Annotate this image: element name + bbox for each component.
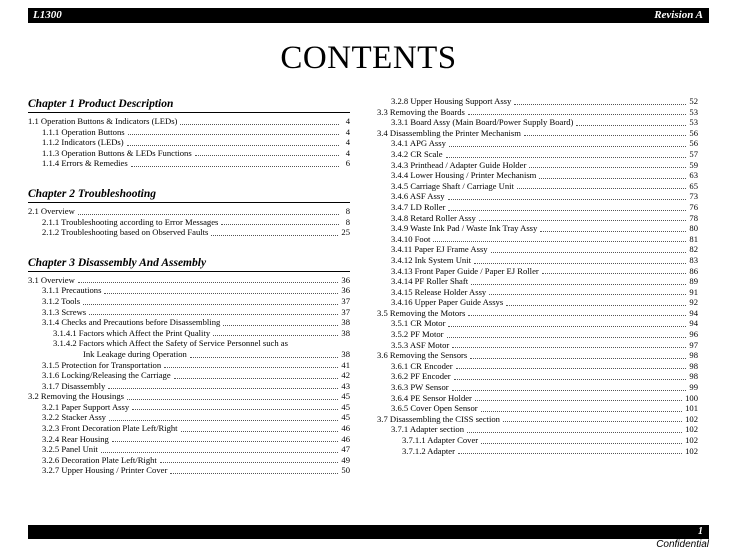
toc-entry-title: 3.2.6 Decoration Plate Left/Right	[42, 454, 157, 465]
toc-entry-title: 3.6.3 PW Sensor	[391, 382, 449, 393]
toc-entry-title: 3.1.2 Tools	[42, 295, 81, 306]
toc-entry-title: 3.4.12 Ink System Unit	[391, 254, 471, 265]
header-bar	[28, 8, 709, 23]
dot-leader	[83, 304, 338, 305]
toc-entry[interactable]	[377, 149, 698, 160]
toc-entry[interactable]	[28, 158, 350, 169]
toc-entry-title: 3.7.1.2 Adapter	[402, 445, 455, 456]
toc-entry-title: 3.1.4 Checks and Precautions before Disassembling	[42, 317, 221, 328]
dot-leader	[452, 390, 687, 391]
confidential-label: Confidential	[656, 539, 709, 550]
toc-entry-page: 41	[341, 359, 350, 370]
toc-entry-page: 56	[689, 127, 698, 138]
toc-entry-title: 3.5 Removing the Motors	[377, 307, 466, 318]
dot-leader	[112, 441, 339, 442]
toc-entry-page: 86	[689, 265, 698, 276]
toc-entry-title: 3.6.4 PE Sensor Holder	[391, 392, 472, 403]
toc-entry-page: 8	[345, 205, 350, 216]
toc-entry[interactable]	[377, 266, 698, 277]
toc-entry-title: 3.4.11 Paper EJ Frame Assy	[391, 244, 488, 255]
toc-entry[interactable]	[377, 223, 698, 234]
dot-leader	[131, 166, 339, 167]
toc-entry-title: 3.4.1 APG Assy	[391, 138, 446, 149]
dot-leader	[471, 284, 686, 285]
toc-entry-page: 78	[689, 212, 698, 223]
toc-entry[interactable]	[28, 275, 350, 286]
toc-entry-page: 59	[689, 159, 698, 170]
toc-entry[interactable]	[28, 127, 350, 138]
dot-leader	[128, 134, 339, 135]
toc-entry-title: 3.2.3 Front Decoration Plate Left/Right	[42, 423, 178, 434]
dot-leader	[454, 379, 687, 380]
dot-leader	[170, 473, 338, 474]
toc-entry-title: 3.7.1.1 Adapter Cover	[402, 435, 479, 445]
toc-entry[interactable]	[377, 371, 698, 382]
dot-leader	[448, 199, 687, 200]
toc-entry[interactable]	[377, 308, 698, 319]
toc-entry[interactable]	[28, 338, 350, 349]
toc-entry[interactable]	[28, 296, 350, 307]
toc-entry[interactable]	[28, 391, 350, 402]
toc-entry-page: 102	[685, 445, 698, 456]
chapter-heading[interactable]: Chapter 3 Disassembly And Assembly	[28, 257, 350, 272]
toc-entry-title: 3.4.3 Printhead / Adapter Guide Holder	[391, 159, 527, 170]
dot-leader	[481, 443, 682, 444]
toc-entry[interactable]	[28, 370, 350, 381]
toc-left-column	[28, 96, 350, 476]
toc-entry-page: 4	[345, 126, 350, 137]
toc-entry-title: 3.4.8 Retard Roller Assy	[391, 212, 476, 223]
dot-leader	[174, 378, 339, 379]
toc-entry[interactable]	[28, 307, 350, 318]
toc-entry[interactable]	[377, 244, 698, 255]
dot-leader	[89, 314, 338, 315]
toc-entry-page: 25	[341, 227, 350, 238]
toc-entry-title: 3.7 Disassembling the CISS section	[377, 413, 500, 424]
toc-entry[interactable]	[377, 170, 698, 181]
toc-entry-page: 36	[341, 274, 350, 285]
chapter-heading[interactable]: Chapter 1 Product Description	[28, 98, 350, 113]
toc-entry-page: 45	[341, 391, 350, 402]
toc-entry[interactable]	[28, 423, 350, 434]
toc-entry-title: 3.2.8 Upper Housing Support Assy	[391, 96, 512, 106]
toc-entry-title: 3.4.4 Lower Housing / Printer Mechanism	[391, 170, 537, 181]
dot-leader	[542, 273, 687, 274]
toc-entry[interactable]	[28, 328, 350, 339]
toc-entry-title: 3.1.5 Protection for Transportation	[42, 359, 162, 370]
dot-leader	[514, 104, 686, 105]
dot-leader	[517, 188, 687, 189]
dot-leader	[470, 358, 686, 359]
toc-entry-title: 3.1.1 Precautions	[42, 285, 102, 296]
toc-entry-page: 4	[345, 147, 350, 158]
toc-entry-page: 94	[689, 318, 698, 329]
toc-entry-page: 97	[689, 339, 698, 350]
dot-leader	[211, 235, 338, 236]
toc-entry-page: 37	[341, 295, 350, 306]
toc-entry-page: 42	[341, 370, 350, 381]
dot-leader	[468, 315, 686, 316]
footer-page-number: 1	[698, 526, 703, 537]
toc-entry[interactable]	[377, 138, 698, 149]
dot-leader	[576, 125, 686, 126]
page-title: CONTENTS	[280, 40, 457, 76]
toc-entry-title: 3.4.2 CR Scale	[391, 148, 443, 159]
toc-entry-page: 102	[685, 413, 698, 424]
dot-leader	[475, 400, 682, 401]
dot-leader	[78, 282, 339, 283]
dot-leader	[180, 124, 339, 125]
toc-entry-title: 3.2.1 Paper Support Assy	[42, 401, 130, 412]
toc-entry[interactable]	[28, 217, 350, 228]
toc-entry-title: 3.2.5 Panel Unit	[42, 444, 98, 455]
toc-entry[interactable]	[28, 137, 350, 148]
toc-entry[interactable]	[28, 206, 350, 217]
toc-entry-page: 98	[689, 371, 698, 382]
toc-entry-page: 46	[341, 433, 350, 444]
toc-entry[interactable]	[377, 213, 698, 224]
dot-leader	[446, 157, 687, 158]
toc-entry-page: 100	[685, 392, 698, 403]
dot-leader	[109, 420, 338, 421]
toc-entry-title: 3.4.7 LD Roller	[391, 201, 446, 212]
toc-entry[interactable]	[28, 148, 350, 159]
toc-entry[interactable]	[377, 446, 698, 457]
toc-entry-title: 3.1.3 Screws	[42, 306, 87, 317]
toc-entry[interactable]	[377, 255, 698, 266]
toc-entry-title: 2.1.1 Troubleshooting according to Error Messages	[42, 216, 219, 227]
toc-entry-page: 53	[689, 106, 698, 117]
toc-entry-page: 102	[685, 424, 698, 435]
toc-entry-page: 89	[689, 276, 698, 287]
toc-entry-title: 1.1.2 Indicators (LEDs)	[42, 137, 124, 148]
dot-leader	[101, 452, 339, 453]
toc-entry-title: 3.4.16 Upper Paper Guide Assys	[391, 297, 504, 308]
toc-entry[interactable]	[377, 424, 698, 435]
toc-entry[interactable]	[377, 202, 698, 213]
toc-entry-title: 3.7.1 Adapter section	[391, 424, 465, 435]
toc-entry-title: 3.1 Overview	[28, 274, 75, 285]
toc-entry[interactable]	[377, 191, 698, 202]
dot-leader	[190, 357, 339, 358]
toc-entry-title: 3.2.7 Upper Housing / Printer Cover	[42, 465, 168, 476]
toc-entry-page: 98	[689, 350, 698, 361]
toc-entry-title: 1.1.4 Errors & Remedies	[42, 158, 128, 169]
toc-entry-title: 3.4.15 Release Holder Assy	[391, 286, 487, 297]
dot-leader	[223, 325, 338, 326]
toc-entry-title: 3.5.1 CR Motor	[391, 318, 446, 329]
toc-entry-page: 98	[689, 360, 698, 371]
dot-leader	[160, 462, 339, 463]
header-model: L1300	[33, 9, 62, 21]
dot-leader	[127, 145, 339, 146]
toc-entry[interactable]	[28, 360, 350, 371]
toc-entry-page: 83	[689, 254, 698, 265]
toc-entry-title: 3.6.5 Cover Open Sensor	[391, 403, 478, 414]
toc-entry-title: 2.1 Overview	[28, 205, 75, 216]
dot-leader	[481, 411, 682, 412]
toc-entry[interactable]	[377, 234, 698, 245]
dot-leader	[479, 220, 687, 221]
toc-entry-page: 46	[341, 423, 350, 434]
toc-entry-page: 47	[341, 444, 350, 455]
toc-entry[interactable]	[377, 340, 698, 351]
toc-entry-page: 65	[689, 180, 698, 191]
dot-leader	[181, 431, 339, 432]
toc-entry[interactable]	[28, 455, 350, 466]
dot-leader	[503, 421, 682, 422]
dot-leader	[195, 155, 339, 156]
toc-entry-page: 6	[345, 158, 350, 169]
dot-leader	[458, 453, 682, 454]
toc-entry-title: 3.2 Removing the Housings	[28, 391, 124, 402]
toc-entry-page: 92	[689, 297, 698, 308]
footer-bar	[28, 525, 709, 539]
toc-entry[interactable]	[28, 402, 350, 413]
toc-entry-title: 3.1.6 Locking/Releasing the Carriage	[42, 370, 171, 381]
dot-leader	[449, 146, 686, 147]
toc-entry-title: 3.5.2 PF Motor	[391, 329, 444, 340]
toc-entry-title: 2.1.2 Troubleshooting based on Observed Faults	[42, 227, 209, 238]
toc-entry-page: 49	[341, 454, 350, 465]
toc-entry-page: 4	[345, 116, 350, 126]
dot-leader	[108, 388, 338, 389]
toc-entry-title: 3.4.14 PF Roller Shaft	[391, 276, 469, 287]
toc-entry-page: 45	[341, 412, 350, 423]
section-gap	[28, 238, 350, 255]
toc-entry[interactable]	[377, 361, 698, 372]
toc-entry[interactable]	[28, 227, 350, 238]
toc-entry[interactable]	[377, 329, 698, 340]
toc-entry-title: 3.4.5 Carriage Shaft / Carriage Unit	[391, 180, 514, 191]
dot-leader	[132, 409, 338, 410]
toc-entry[interactable]	[377, 435, 698, 446]
toc-entry[interactable]	[377, 414, 698, 425]
toc-entry-page: 63	[689, 170, 698, 181]
chapter-heading[interactable]: Chapter 2 Troubleshooting	[28, 188, 350, 203]
toc-entry-title: 3.3.1 Board Assy (Main Board/Power Supply Board)	[391, 117, 574, 128]
toc-entry-page: 38	[341, 327, 350, 338]
dot-leader	[104, 293, 338, 294]
toc-entry-page: 102	[685, 435, 698, 445]
toc-entry[interactable]	[28, 285, 350, 296]
toc-entry[interactable]	[377, 382, 698, 393]
dot-leader	[540, 231, 686, 232]
toc-entry-title: 3.2.4 Rear Housing	[42, 433, 109, 444]
toc-entry-page: 4	[345, 137, 350, 148]
toc-entry[interactable]	[377, 117, 698, 128]
toc-entry-page: 8	[345, 216, 350, 227]
toc-entry-page: 81	[689, 233, 698, 244]
toc-entry[interactable]	[28, 465, 350, 476]
toc-entry-page: 96	[689, 329, 698, 340]
toc-entry[interactable]	[28, 434, 350, 445]
toc-entry[interactable]	[377, 160, 698, 171]
dot-leader	[506, 305, 686, 306]
toc-entry-title: 3.6.2 PF Encoder	[391, 371, 451, 382]
toc-entry-title: 3.4.10 Foot	[391, 233, 431, 244]
dot-leader	[539, 178, 686, 179]
toc-entry-page: 50	[341, 465, 350, 476]
toc-entry-page: 43	[341, 380, 350, 391]
toc-entry-title: 3.2.2 Stacker Assy	[42, 412, 106, 423]
dot-leader	[489, 294, 686, 295]
dot-leader	[474, 263, 686, 264]
toc-entry-page: 80	[689, 223, 698, 234]
dot-leader	[467, 432, 682, 433]
toc-entry-title: 1.1 Operation Buttons & Indicators (LEDs)	[28, 116, 178, 126]
toc-entry[interactable]	[377, 181, 698, 192]
toc-entry-page: 52	[689, 96, 698, 106]
toc-entry-title: 3.4.9 Waste Ink Pad / Waste Ink Tray Assy	[391, 223, 538, 234]
toc-entry-title: 3.5.3 ASF Motor	[391, 339, 450, 350]
toc-entry-page: 56	[689, 138, 698, 149]
toc-entry-title: 3.6 Removing the Sensors	[377, 350, 468, 361]
dot-leader	[164, 367, 338, 368]
header-revision: Revision A	[654, 9, 703, 21]
toc-entry-title: 3.4 Disassembling the Printer Mechanism	[377, 127, 521, 138]
dot-leader	[213, 335, 338, 336]
toc-entry[interactable]	[377, 297, 698, 308]
dot-leader	[529, 167, 686, 168]
toc-entry[interactable]	[28, 412, 350, 423]
toc-entry-page: 38	[341, 348, 350, 359]
dot-leader	[448, 326, 686, 327]
dot-leader	[448, 210, 686, 211]
toc-entry-page: 76	[689, 201, 698, 212]
toc-entry-page: 101	[685, 403, 698, 414]
dot-leader	[447, 337, 687, 338]
toc-entry-title: 3.1.4.1 Factors which Affect the Print Quality	[53, 327, 211, 338]
toc-entry[interactable]	[377, 276, 698, 287]
toc-entry-page: 82	[689, 244, 698, 255]
toc-entry[interactable]	[377, 107, 698, 118]
toc-entry-title: 3.6.1 CR Encoder	[391, 360, 453, 371]
toc-entry-title: 3.1.4.2 Factors which Affect the Safety of Service Personnel such as	[53, 338, 288, 349]
toc-entry[interactable]	[28, 349, 350, 360]
toc-entry-page: 57	[689, 148, 698, 159]
dot-leader	[524, 135, 686, 136]
dot-leader	[452, 347, 686, 348]
toc-entry[interactable]	[377, 403, 698, 414]
toc-right-column	[377, 96, 698, 456]
toc-entry-page: 94	[689, 307, 698, 318]
toc-entry-title: 3.3 Removing the Boards	[377, 106, 465, 117]
toc-entry[interactable]	[28, 317, 350, 328]
toc-entry[interactable]	[377, 128, 698, 139]
section-gap	[28, 169, 350, 186]
dot-leader	[433, 241, 686, 242]
toc-entry-page: 99	[689, 382, 698, 393]
toc-entry[interactable]	[377, 318, 698, 329]
toc-entry[interactable]	[28, 116, 350, 127]
toc-entry-page: 73	[689, 191, 698, 202]
toc-entry-page: 53	[689, 117, 698, 128]
dot-leader	[127, 399, 338, 400]
toc-entry-title: 3.1.7 Disassembly	[42, 380, 106, 391]
toc-entry-title: 1.1.3 Operation Buttons & LEDs Functions	[42, 147, 192, 158]
toc-entry-title: Ink Leakage during Operation	[83, 348, 187, 359]
dot-leader	[221, 224, 339, 225]
toc-entry[interactable]	[377, 350, 698, 361]
dot-leader	[456, 368, 687, 369]
toc-entry[interactable]	[377, 96, 698, 107]
toc-entry[interactable]	[377, 287, 698, 298]
toc-entry-title: 3.4.6 ASF Assy	[391, 191, 445, 202]
toc-entry-title: 3.4.13 Front Paper Guide / Paper EJ Roller	[391, 265, 539, 276]
toc-entry-page: 45	[341, 401, 350, 412]
toc-entry[interactable]	[28, 381, 350, 392]
toc-entry-page: 36	[341, 285, 350, 296]
dot-leader	[468, 114, 687, 115]
toc-entry-page: 37	[341, 306, 350, 317]
toc-entry-page: 38	[341, 317, 350, 328]
dot-leader	[78, 214, 339, 215]
toc-entry[interactable]	[377, 393, 698, 404]
dot-leader	[491, 252, 687, 253]
toc-entry-page: 91	[689, 286, 698, 297]
toc-entry[interactable]	[28, 444, 350, 455]
toc-entry-title: 1.1.1 Operation Buttons	[42, 126, 125, 137]
